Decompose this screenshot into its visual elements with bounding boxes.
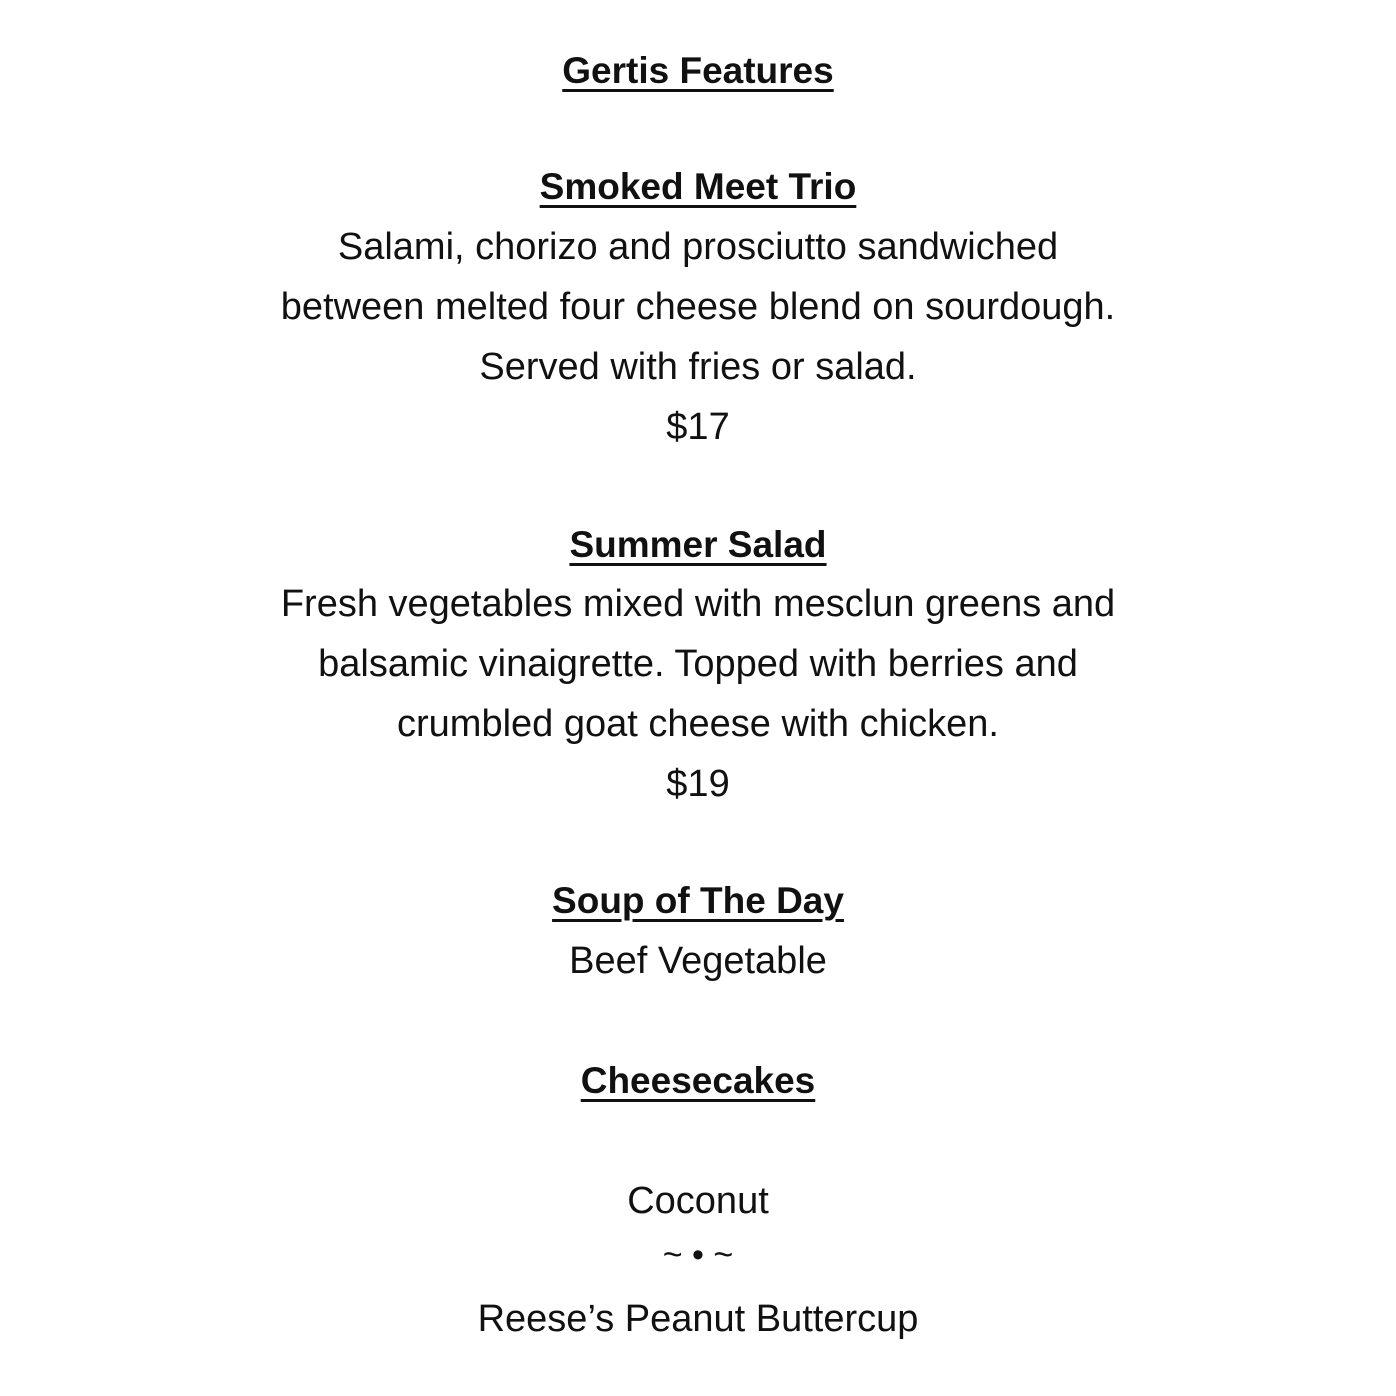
cheesecake-item-reeses-peanut-buttercup: Reese’s Peanut Buttercup: [477, 1298, 919, 1340]
section-heading-smoked-meet-trio: Smoked Meet Trio: [539, 166, 857, 207]
smoked-meet-trio-description-line-1: Salami, chorizo and prosciutto sandwiched: [337, 226, 1059, 268]
smoked-meet-trio-description-line-3: Served with fries or salad.: [479, 346, 917, 388]
cheesecake-separator: ~ • ~: [662, 1236, 734, 1274]
smoked-meet-trio-description-line-2: between melted four cheese blend on sourdough.: [280, 286, 1116, 328]
summer-salad-description-line-2: balsamic vinaigrette. Topped with berries and: [318, 643, 1078, 685]
summer-salad-description-line-3: crumbled goat cheese with chicken.: [397, 703, 999, 745]
summer-salad-price: $19: [666, 763, 730, 805]
summer-salad-description-line-1: Fresh vegetables mixed with mesclun greens and: [280, 583, 1116, 625]
smoked-meet-trio-price: $17: [666, 406, 730, 448]
section-heading-soup-of-the-day: Soup of The Day: [552, 880, 844, 921]
cheesecake-item-coconut: Coconut: [627, 1180, 769, 1222]
soup-of-the-day-name: Beef Vegetable: [569, 940, 827, 982]
section-heading-cheesecakes: Cheesecakes: [580, 1060, 816, 1101]
section-heading-summer-salad: Summer Salad: [569, 524, 827, 565]
page-title: Gertis Features: [562, 50, 834, 91]
